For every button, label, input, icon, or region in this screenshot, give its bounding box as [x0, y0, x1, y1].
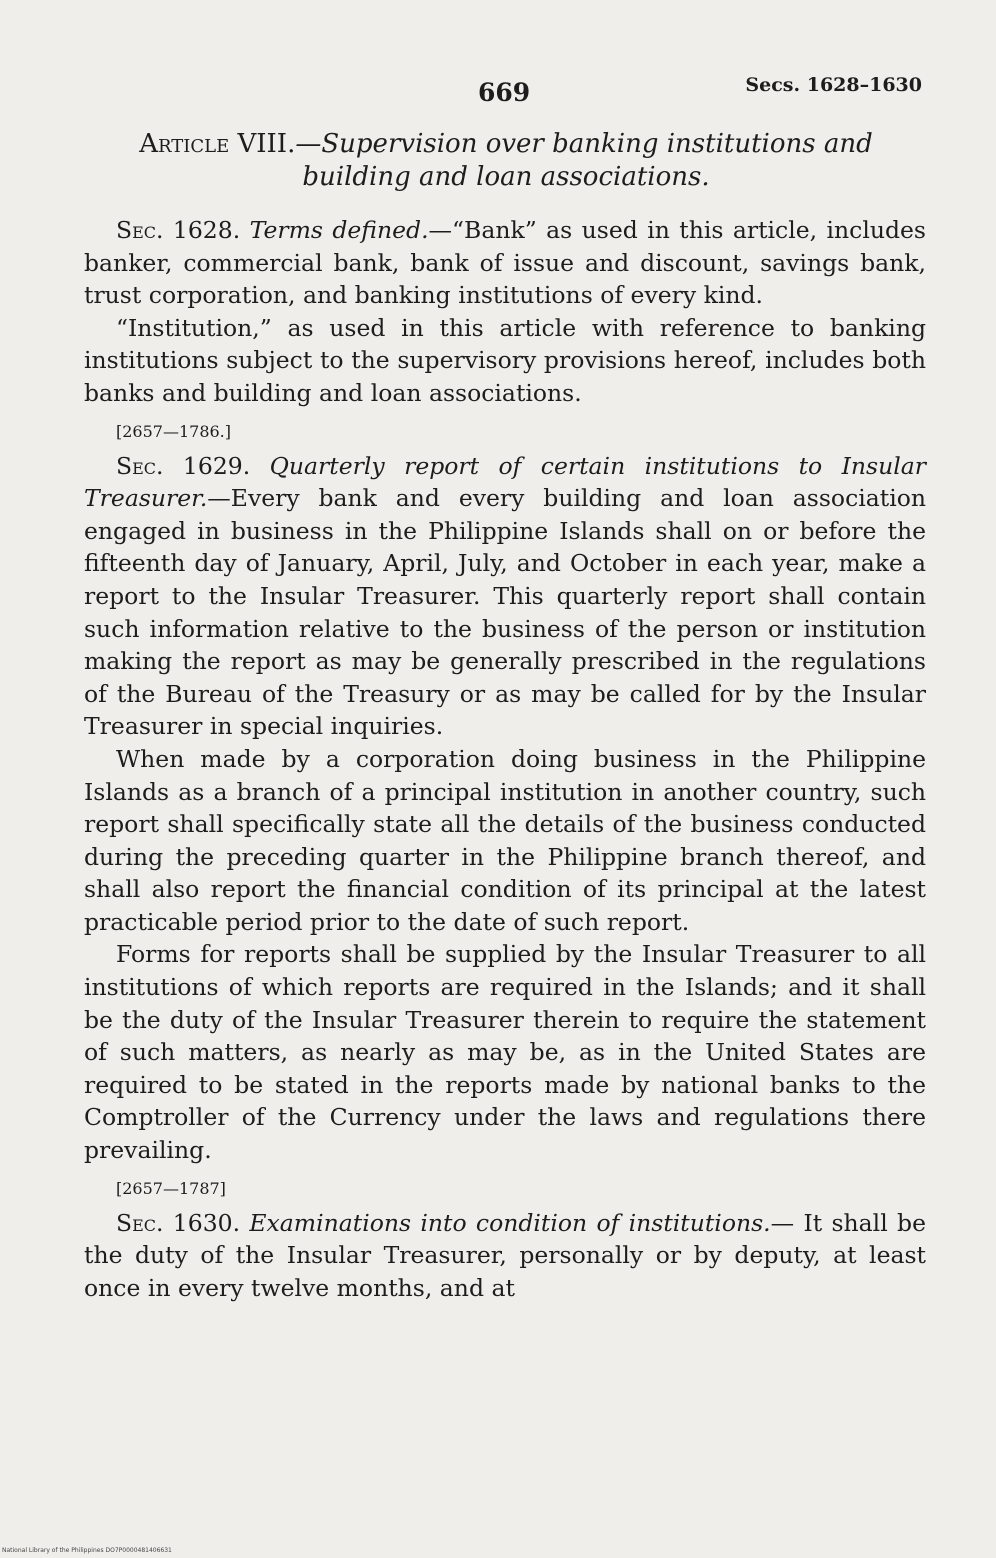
section-label: Sec. 1629. — [116, 451, 251, 480]
paragraph: “Institution,” as used in this article with reference to banking institutions subject to the supervisory provisions hereof, includes both banks and building and loan associations. — [84, 313, 926, 407]
citation: [2657—1787] — [116, 1178, 226, 1198]
section-1630 — [84, 1207, 926, 1305]
section-title: Quarterly report of certain institutions to Insular Treasurer. — [84, 451, 926, 513]
article-heading — [86, 128, 926, 194]
citation: [2657—1786.] — [116, 421, 232, 441]
scan-footer-mark: National Library of the Philippines DO7P0000481406631 — [2, 1547, 172, 1554]
section-title: Terms defined. — [249, 216, 429, 244]
page-header — [0, 72, 996, 112]
section-text: — It shall be the duty of the Insular Treasurer, personally or by deputy, at least once in every twelve months, and at — [84, 1208, 926, 1302]
section-label: Sec. 1628. — [116, 216, 241, 244]
section-1629 — [84, 450, 926, 743]
article-label: Article VIII. — [139, 129, 296, 159]
section-text: —Every bank and every building and loan association engaged in business in the Philippine Islands shall on or before the fifteenth day of January, April, July, and October in each year, make a report to the Insular Treasurer. This quarterly report shall contain such information relative to the business of the person or institution making the report as may be generally prescribed in the regulations of the Bureau of the Treasury or as may be called for by the Insular Treasurer in special inquiries. — [84, 484, 926, 741]
paragraph: When made by a corporation doing business in the Philippine Islands as a branch of a principal institution in another country, such report shall specifically state all the details of the business conducted during the preceding quarter in the Philippine branch thereof, and shall also report the financial condition of its principal at the latest practicable period prior to the date of such report. — [84, 744, 926, 936]
section-range: Secs. 1628–1630 — [745, 74, 922, 96]
paragraph: Forms for reports shall be supplied by the Insular Treasurer to all institutions of which reports are required in the Islands; and it shall be the duty of the Insular Treasurer therein to require the statement of such matters, as nearly as may be, as in the United States are required to be stated in the reports made by national banks to the Comptroller of the Currency under the laws and regulations there prevailing. — [84, 940, 926, 1165]
body-text — [84, 210, 926, 1304]
section-label: Sec. 1630. — [116, 1208, 241, 1237]
section-text: —“Bank” as used in this article, includes banker, commercial bank, bank of issue and discount, savings bank, trust corporation, and banking institutions of every kind. — [84, 216, 926, 310]
section-1628 — [84, 214, 926, 312]
section-title: Examinations into condition of institutions. — [249, 1208, 771, 1237]
article-title: —Supervision over banking institutions and building and loan associations. — [295, 129, 873, 192]
page-number: 669 — [478, 78, 531, 107]
